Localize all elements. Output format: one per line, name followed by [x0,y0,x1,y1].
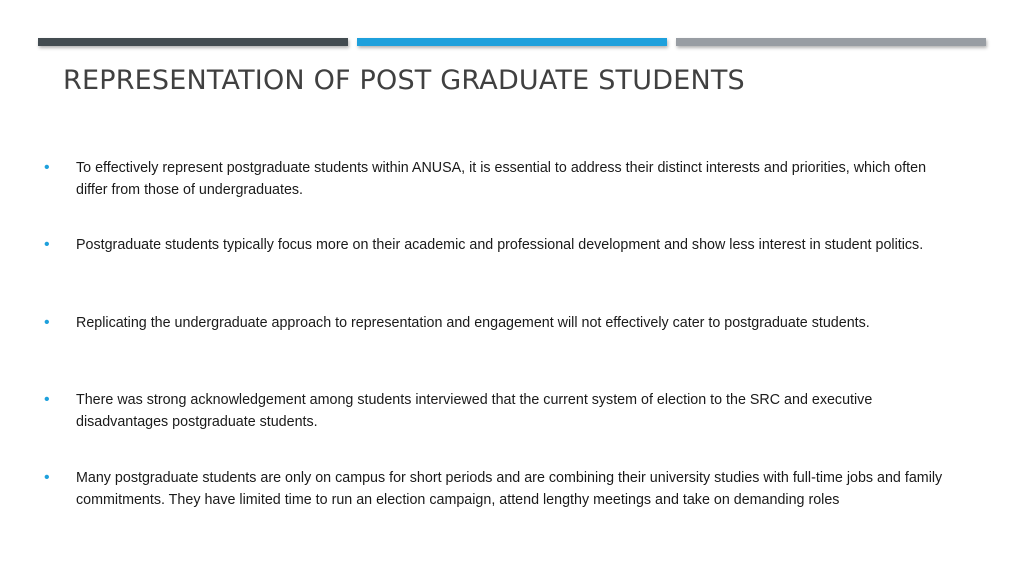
bullet-dot-icon: • [44,469,50,486]
bullet-text: Many postgraduate students are only on campus for short periods and are combining their university studies with full-time jobs and family commitments. They have limited time to run an election campaign, attend lengthy meetings and take on demanding roles [76,470,943,508]
slide-title: REPRESENTATION OF POST GRADUATE STUDENTS [63,65,745,96]
bullet-text: To effectively represent postgraduate students within ANUSA, it is essential to address their distinct interests and priorities, which often differ from those of undergraduates. [76,160,927,198]
bullet-text: Replicating the undergraduate approach to representation and engagement will not effectively cater to postgraduate students. [76,315,870,331]
bullet-dot-icon: • [44,159,50,176]
bullet-dot-icon: • [44,391,50,408]
bullet-text: Postgraduate students typically focus more on their academic and professional development and show less interest in student politics. [76,237,924,253]
bullet-dot-icon: • [44,236,50,253]
bullet-dot-icon: • [44,314,50,331]
bullet-text: There was strong acknowledgement among students interviewed that the current system of election to the SRC and executive disadvantages postgraduate students. [76,392,873,430]
